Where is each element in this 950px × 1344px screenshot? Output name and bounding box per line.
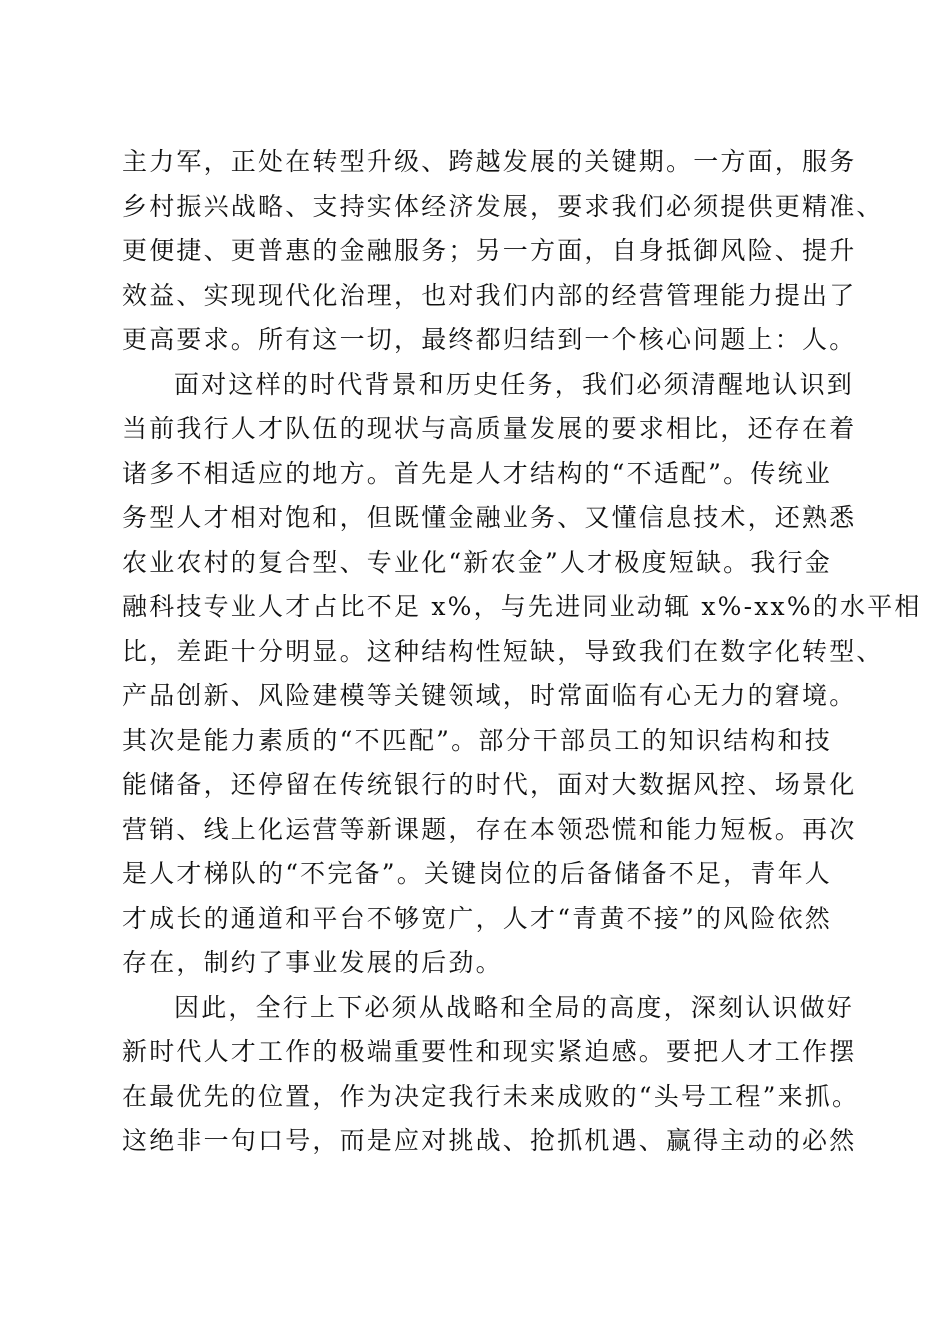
text-line: 更高要求。所有这一切，最终都归结到一个核心问题上：人。 — [122, 325, 857, 354]
text-line: 能储备，还停留在传统银行的时代，面对大数据风控、场景化 — [122, 770, 857, 799]
text-line: 是人才梯队的“不完备”。关键岗位的后备储备不足，青年人 — [122, 859, 832, 888]
text-line: 存在，制约了事业发展的后劲。 — [122, 948, 503, 977]
text-line: 在最优先的位置，作为决定我行未来成败的“头号工程”来抓。 — [122, 1081, 860, 1111]
text-line: 主力军，正处在转型升级、跨越发展的关键期。一方面，服务 — [122, 147, 857, 176]
text-line: 比，差距十分明显。这种结构性短缺，导致我们在数字化转型、 — [122, 636, 884, 666]
text-line: 新时代人才工作的极端重要性和现实紧迫感。要把人才工作摆 — [122, 1037, 857, 1066]
text-line: 乡村振兴战略、支持实体经济发展，要求我们必须提供更精准、 — [122, 191, 884, 221]
text-line: 诸多不相适应的地方。首先是人才结构的“不适配”。传统业 — [122, 458, 832, 488]
text-line: 更便捷、更普惠的金融服务；另一方面，自身抵御风险、提升 — [122, 236, 857, 265]
text-line: 融科技专业人才占比不足 x%，与先进同业动辄 x%-xx%的水平相 — [122, 592, 922, 621]
document-body — [122, 140, 922, 1164]
text-line: 营销、线上化运营等新课题，存在本领恐慌和能力短板。再次 — [122, 814, 857, 844]
text-line: 其次是能力素质的“不匹配”。部分干部员工的知识结构和技 — [122, 725, 832, 755]
text-line: 才成长的通道和平台不够宽广，人才“青黄不接”的风险依然 — [122, 903, 832, 933]
text-line: 这绝非一句口号，而是应对挑战、抢抓机遇、赢得主动的必然 — [122, 1126, 857, 1155]
text-line: 农业农村的复合型、专业化“新农金”人才极度短缺。我行金 — [122, 547, 832, 577]
text-line: 当前我行人才队伍的现状与高质量发展的要求相比，还存在着 — [122, 414, 857, 443]
text-line: 产品创新、风险建模等关键领域，时常面临有心无力的窘境。 — [122, 681, 857, 710]
text-line: 效益、实现现代化治理，也对我们内部的经营管理能力提出了 — [122, 280, 857, 310]
paragraph-first-line: 因此，全行上下必须从战略和全局的高度，深刻认识做好 — [174, 992, 855, 1022]
paragraph-first-line: 面对这样的时代背景和历史任务，我们必须清醒地认识到 — [174, 369, 855, 399]
text-line: 务型人才相对饱和，但既懂金融业务、又懂信息技术，还熟悉 — [122, 503, 857, 532]
